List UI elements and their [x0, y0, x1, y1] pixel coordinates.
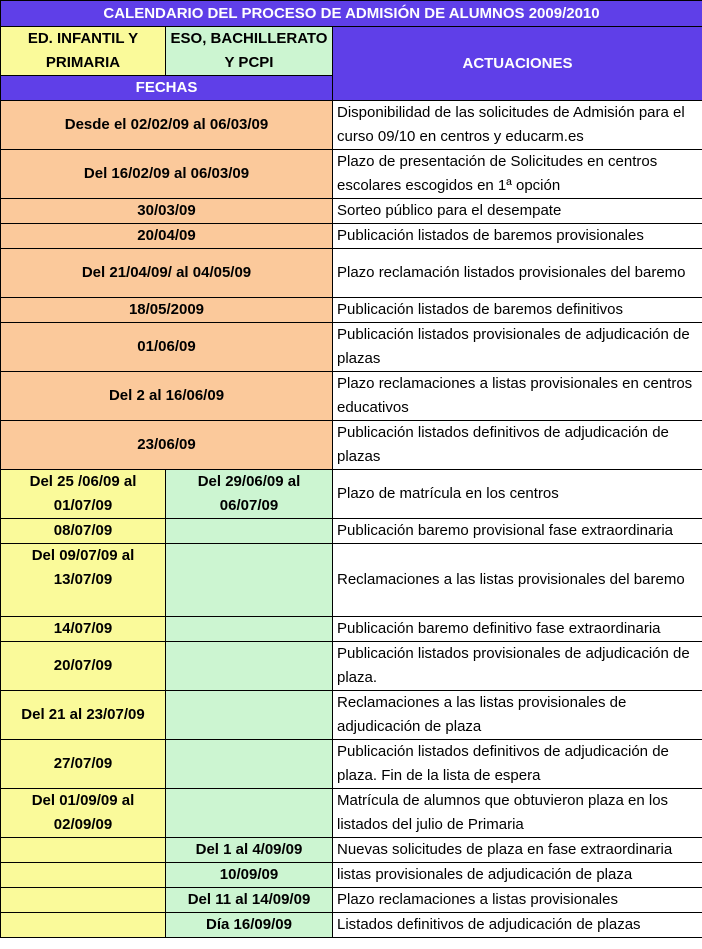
header-eso-bachillerato: ESO, BACHILLERATO Y PCPI [166, 27, 333, 76]
date-eso-cell: Del 11 al 14/09/09 [166, 888, 333, 913]
action-cell: Plazo de matrícula en los centros [333, 470, 702, 519]
table-row [1, 617, 702, 642]
header-fechas: FECHAS [1, 76, 333, 101]
date-cell: 18/05/2009 [1, 298, 333, 323]
date-infantil-cell: Del 21 al 23/07/09 [1, 691, 166, 740]
action-cell: Sorteo público para el desempate [333, 199, 702, 224]
date-eso-cell: Del 1 al 4/09/09 [166, 838, 333, 863]
action-cell: Publicación baremo definitivo fase extraordinaria [333, 617, 702, 642]
date-infantil-cell: 27/07/09 [1, 740, 166, 789]
action-cell: Plazo reclamaciones a listas provisionales [333, 888, 702, 913]
table-row [1, 740, 702, 789]
action-cell: Nuevas solicitudes de plaza en fase extraordinaria [333, 838, 702, 863]
date-eso-cell: Día 16/09/09 [166, 913, 333, 938]
date-infantil-cell: Del 09/07/09 al 13/07/09 [1, 544, 166, 617]
action-cell: Publicación listados definitivos de adjudicación de plaza. Fin de la lista de espera [333, 740, 702, 789]
table-row [1, 888, 702, 913]
table-row [1, 691, 702, 740]
date-cell: 01/06/09 [1, 323, 333, 372]
action-cell: Reclamaciones a las listas provisionales del baremo [333, 544, 702, 617]
table-row [1, 150, 702, 199]
date-infantil-cell: 14/07/09 [1, 617, 166, 642]
date-infantil-cell [1, 838, 166, 863]
action-cell: Plazo de presentación de Solicitudes en centros escolares escogidos en 1ª opción [333, 150, 702, 199]
date-cell: 23/06/09 [1, 421, 333, 470]
date-eso-cell: 10/09/09 [166, 863, 333, 888]
table-row [1, 838, 702, 863]
action-cell: Publicación listados de baremos provisionales [333, 224, 702, 249]
action-cell: Listados definitivos de adjudicación de plazas [333, 913, 702, 938]
table-row [1, 913, 702, 938]
date-infantil-cell [1, 913, 166, 938]
action-cell: listas provisionales de adjudicación de plaza [333, 863, 702, 888]
action-cell: Matrícula de alumnos que obtuvieron plaza en los listados del julio de Primaria [333, 789, 702, 838]
action-cell: Publicación listados provisionales de adjudicación de plaza. [333, 642, 702, 691]
header-infantil-primaria: ED. INFANTIL Y PRIMARIA [1, 27, 166, 76]
action-cell: Publicación listados definitivos de adjudicación de plazas [333, 421, 702, 470]
action-cell: Reclamaciones a las listas provisionales de adjudicación de plaza [333, 691, 702, 740]
date-cell: 30/03/09 [1, 199, 333, 224]
table-row [1, 101, 702, 150]
table-row [1, 789, 702, 838]
date-cell: Desde el 02/02/09 al 06/03/09 [1, 101, 333, 150]
date-eso-cell: Del 29/06/09 al 06/07/09 [166, 470, 333, 519]
date-eso-cell [166, 642, 333, 691]
date-eso-cell [166, 740, 333, 789]
action-cell: Plazo reclamación listados provisionales del baremo [333, 249, 702, 298]
table-row [1, 421, 702, 470]
date-infantil-cell: Del 25 /06/09 al 01/07/09 [1, 470, 166, 519]
date-cell: Del 16/02/09 al 06/03/09 [1, 150, 333, 199]
table-row [1, 224, 702, 249]
table-row [1, 323, 702, 372]
title-row [1, 1, 702, 27]
calendar-title: CALENDARIO DEL PROCESO DE ADMISIÓN DE ALUMNOS 2009/2010 [1, 1, 702, 27]
date-infantil-cell [1, 888, 166, 913]
table-row [1, 519, 702, 544]
date-eso-cell [166, 617, 333, 642]
table-row [1, 544, 702, 617]
header-row [1, 27, 702, 76]
date-infantil-cell: Del 01/09/09 al 02/09/09 [1, 789, 166, 838]
date-eso-cell [166, 789, 333, 838]
table-row [1, 298, 702, 323]
date-cell: 20/04/09 [1, 224, 333, 249]
table-row [1, 863, 702, 888]
date-cell: Del 2 al 16/06/09 [1, 372, 333, 421]
date-eso-cell [166, 519, 333, 544]
action-cell: Publicación listados provisionales de adjudicación de plazas [333, 323, 702, 372]
date-cell: Del 21/04/09/ al 04/05/09 [1, 249, 333, 298]
action-cell: Publicación baremo provisional fase extraordinaria [333, 519, 702, 544]
table-row [1, 642, 702, 691]
date-infantil-cell: 08/07/09 [1, 519, 166, 544]
date-infantil-cell [1, 863, 166, 888]
table-row [1, 249, 702, 298]
date-infantil-cell: 20/07/09 [1, 642, 166, 691]
header-actuaciones: ACTUACIONES [333, 27, 702, 101]
table-row [1, 372, 702, 421]
date-eso-cell [166, 544, 333, 617]
action-cell: Plazo reclamaciones a listas provisionales en centros educativos [333, 372, 702, 421]
action-cell: Publicación listados de baremos definitivos [333, 298, 702, 323]
date-eso-cell [166, 691, 333, 740]
table-row [1, 199, 702, 224]
action-cell: Disponibilidad de las solicitudes de Admisión para el curso 09/10 en centros y educarm.es [333, 101, 702, 150]
table-row [1, 470, 702, 519]
